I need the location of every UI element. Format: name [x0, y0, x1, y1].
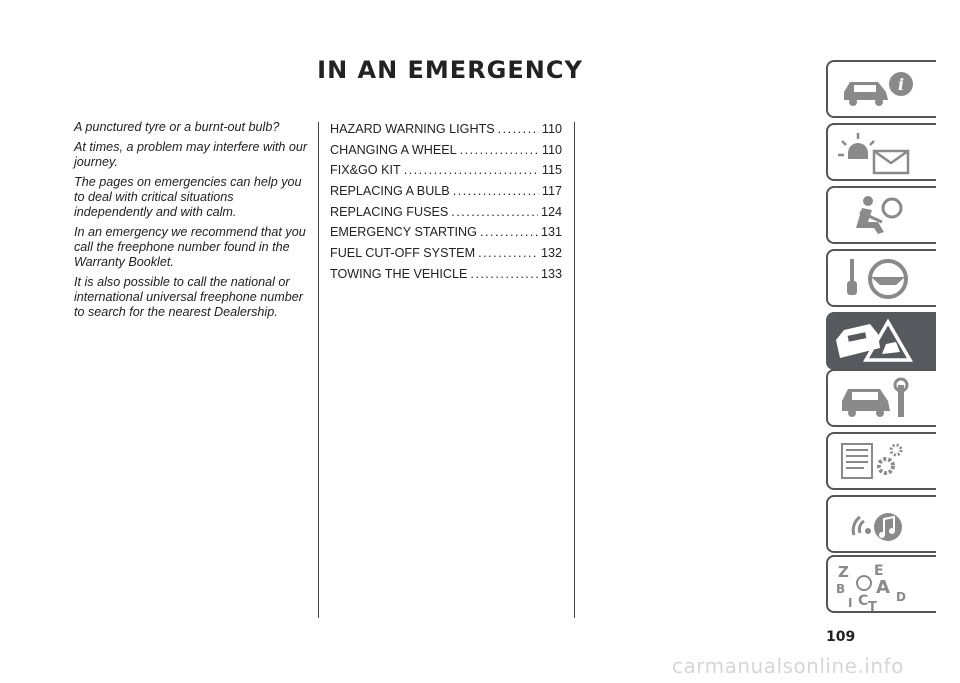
- multimedia-music-icon: [834, 501, 930, 549]
- svg-text:i: i: [898, 75, 905, 94]
- watermark: carmanualsonline.info: [672, 654, 904, 678]
- dot-leader: [470, 267, 538, 281]
- dot-leader: [404, 163, 539, 177]
- tab-multimedia[interactable]: [826, 495, 936, 553]
- tab-in-an-emergency[interactable]: [826, 312, 936, 370]
- tab-warning-lights[interactable]: [826, 123, 936, 181]
- index-letter: A: [876, 577, 890, 598]
- column-divider: [318, 122, 319, 618]
- intro-paragraph: A punctured tyre or a burnt-out bulb?: [74, 120, 280, 134]
- dot-leader: [451, 205, 538, 219]
- index-letter: E: [874, 563, 884, 579]
- tab-car-info[interactable]: [826, 60, 936, 118]
- column-divider: [574, 122, 575, 618]
- intro-paragraph: In an emergency we recommend that you call the freephone number found in the Warranty Booklet.: [74, 225, 306, 269]
- toc-entry-replacing-a-bulb[interactable]: [330, 184, 562, 205]
- index-letter: T: [868, 600, 877, 613]
- car-wrench-icon: [834, 375, 930, 423]
- toc-entry-label: HAZARD WARNING LIGHTS: [330, 122, 495, 136]
- toc-entry-hazard-warning-lights[interactable]: [330, 122, 562, 143]
- car-info-icon: [834, 66, 930, 114]
- toc-entry-page: 110: [541, 122, 562, 136]
- toc-entry-page: 131: [540, 225, 562, 240]
- table-of-contents: [330, 122, 562, 288]
- alphabetical-index-icon: [834, 561, 930, 613]
- car-breakdown-warning-icon: [834, 318, 930, 366]
- dot-leader: [480, 225, 538, 239]
- index-letter: C: [858, 593, 869, 609]
- dot-leader: [460, 143, 539, 157]
- airbag-seat-icon: [834, 192, 930, 240]
- dot-leader: [478, 246, 538, 260]
- toc-entry-label: FUEL CUT-OFF SYSTEM: [330, 246, 476, 261]
- tab-starting-driving[interactable]: [826, 249, 936, 307]
- index-letter: I: [848, 596, 853, 610]
- index-letter: B: [836, 582, 846, 596]
- tab-technical-data[interactable]: [826, 432, 936, 490]
- toc-entry-label: EMERGENCY STARTING: [330, 225, 477, 240]
- toc-entry-page: 110: [541, 142, 562, 157]
- warning-light-envelope-icon: [834, 129, 930, 177]
- dot-leader: [498, 122, 539, 136]
- toc-entry-label: TOWING THE VEHICLE: [330, 266, 468, 281]
- toc-entry-label: CHANGING A WHEEL: [330, 142, 457, 157]
- page-title: IN AN EMERGENCY: [317, 56, 583, 84]
- toc-entry-page: 115: [541, 163, 562, 178]
- toc-entry-fuel-cut-off-system[interactable]: [330, 246, 562, 267]
- index-letter: Z: [838, 563, 849, 581]
- tab-maintenance[interactable]: [826, 369, 936, 427]
- toc-entry-page: 117: [541, 184, 562, 199]
- page-number: 109: [826, 629, 856, 645]
- dot-leader: [453, 184, 539, 198]
- list-gears-icon: [834, 438, 930, 486]
- intro-paragraph: It is also possible to call the national or international universal freephone number to search for the nearest Dealership.: [74, 275, 303, 319]
- index-letter: D: [896, 590, 906, 604]
- toc-entry-emergency-starting[interactable]: [330, 225, 562, 246]
- toc-entry-label: REPLACING A BULB: [330, 184, 450, 199]
- toc-entry-page: 133: [540, 266, 562, 281]
- toc-entry-replacing-fuses[interactable]: [330, 205, 562, 226]
- toc-entry-label: REPLACING FUSES: [330, 204, 449, 219]
- intro-paragraph: The pages on emergencies can help you to deal with critical situations independently and with calm.: [74, 175, 302, 219]
- toc-entry-changing-a-wheel[interactable]: [330, 143, 562, 164]
- toc-entry-towing-the-vehicle[interactable]: [330, 267, 562, 288]
- toc-entry-page: 132: [540, 246, 562, 261]
- tab-index[interactable]: [826, 555, 936, 613]
- key-steering-wheel-icon: [834, 255, 930, 303]
- toc-entry-fix-go-kit[interactable]: [330, 163, 562, 184]
- intro-text: [74, 120, 310, 325]
- toc-entry-label: FIX&GO KIT: [330, 163, 401, 178]
- intro-paragraph: At times, a problem may interfere with our journey.: [74, 140, 308, 169]
- tab-safety[interactable]: [826, 186, 936, 244]
- toc-entry-page: 124: [540, 204, 562, 219]
